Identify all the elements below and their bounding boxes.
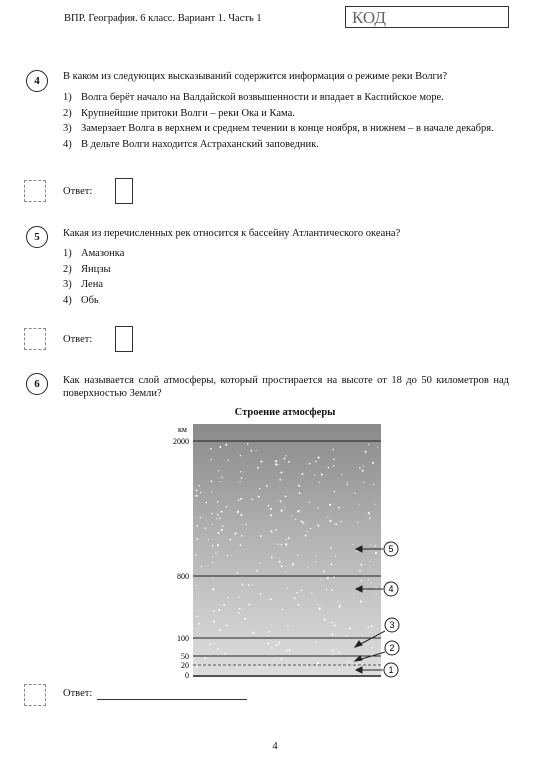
star-dot: [299, 652, 300, 653]
star-dot: [318, 457, 320, 459]
star-dot: [219, 517, 221, 519]
star-dot: [372, 647, 373, 648]
star-dot: [210, 448, 212, 450]
star-dot: [204, 657, 206, 659]
star-dot: [240, 514, 242, 516]
star-dot: [331, 589, 333, 591]
star-dot: [370, 544, 371, 545]
star-dot: [319, 605, 320, 606]
star-dot: [287, 588, 288, 589]
star-dot: [377, 447, 378, 448]
star-dot: [278, 642, 280, 644]
star-dot: [271, 647, 273, 649]
star-dot: [285, 571, 286, 572]
star-dot: [217, 544, 219, 546]
star-dot: [319, 482, 320, 483]
marker-label: 2: [389, 643, 395, 653]
star-dot: [360, 600, 362, 602]
star-dot: [347, 636, 348, 637]
star-dot: [298, 485, 300, 487]
star-dot: [223, 604, 225, 606]
star-dot: [298, 604, 300, 606]
marker-label: 4: [388, 584, 394, 594]
star-dot: [198, 624, 199, 625]
star-dot: [277, 544, 278, 545]
star-dot: [338, 507, 340, 509]
star-dot: [323, 570, 325, 572]
tick-label: 20: [181, 661, 189, 670]
star-dot: [198, 622, 200, 624]
star-dot: [241, 535, 243, 537]
star-dot: [211, 513, 213, 515]
star-dot: [317, 525, 319, 527]
star-dot: [238, 499, 239, 500]
star-dot: [286, 650, 288, 652]
atmosphere-background: [193, 424, 381, 677]
star-dot: [201, 566, 202, 567]
star-dot: [353, 544, 354, 545]
question-4-text: В каком из следующих высказываний содержится информация о режиме реки Волги?: [63, 71, 448, 82]
star-dot: [270, 530, 272, 532]
star-dot: [205, 527, 207, 529]
star-dot: [303, 522, 305, 524]
star-dot: [275, 529, 277, 531]
star-dot: [330, 563, 332, 565]
star-dot: [246, 524, 247, 525]
star-dot: [280, 472, 282, 474]
star-dot: [256, 450, 257, 451]
star-dot: [226, 506, 228, 508]
star-dot: [211, 491, 212, 492]
star-dot: [309, 501, 311, 503]
star-dot: [197, 616, 199, 618]
star-dot: [338, 606, 340, 608]
star-dot: [260, 593, 262, 595]
star-dot: [260, 461, 262, 463]
star-dot: [226, 625, 228, 627]
star-dot: [280, 500, 282, 502]
star-dot: [248, 604, 250, 606]
star-dot: [340, 521, 341, 522]
star-dot: [291, 515, 292, 516]
answer-label: Ответ:: [63, 186, 93, 197]
star-dot: [334, 523, 335, 524]
star-dot: [240, 498, 242, 500]
star-dot: [258, 496, 260, 498]
star-dot: [285, 496, 287, 498]
question-5-number: 5: [26, 226, 48, 248]
star-dot: [332, 654, 334, 656]
star-dot: [355, 493, 356, 494]
star-dot: [359, 504, 360, 505]
star-dot: [267, 642, 269, 644]
star-dot: [197, 538, 199, 540]
star-dot: [307, 567, 308, 568]
star-dot: [363, 482, 364, 483]
star-dot: [270, 598, 272, 600]
star-dot: [307, 531, 308, 532]
star-dot: [288, 649, 290, 651]
figure-title: Строение атмосферы: [234, 407, 336, 418]
star-dot: [359, 467, 360, 468]
star-dot: [299, 510, 300, 511]
star-dot: [368, 444, 369, 445]
star-dot: [327, 516, 328, 517]
tick-label: 2000: [173, 437, 189, 446]
star-dot: [200, 492, 201, 493]
star-dot: [341, 474, 342, 475]
star-dot: [349, 627, 351, 629]
star-dot: [259, 562, 260, 563]
star-dot: [219, 629, 221, 631]
option: 3) Лена: [63, 279, 103, 290]
star-dot: [256, 570, 258, 572]
star-dot: [283, 459, 284, 460]
star-dot: [196, 525, 198, 527]
option: 2) Крупнейшие притоки Волги – реки Ока и Кама.: [63, 107, 295, 119]
star-dot: [288, 537, 290, 539]
star-dot: [300, 520, 302, 522]
star-dot: [230, 539, 232, 541]
option: 3) Замерзает Волга в верхнем и среднем течении в конце ноября, в нижнем – в начале декабря.: [63, 123, 494, 134]
star-dot: [206, 502, 208, 504]
star-dot: [252, 632, 254, 634]
marker-label: 3: [389, 620, 395, 630]
star-dot: [309, 463, 310, 464]
tick-label: 100: [177, 634, 189, 643]
star-dot: [250, 450, 252, 452]
star-dot: [247, 443, 249, 445]
star-dot: [337, 601, 338, 602]
code-box[interactable]: КОД: [345, 6, 509, 28]
star-dot: [279, 641, 280, 642]
star-dot: [296, 592, 297, 593]
option: 4) В дельте Волги находится Астраханский заповедник.: [63, 139, 319, 150]
star-dot: [217, 514, 219, 516]
star-dot: [195, 554, 197, 556]
answer-label: Ответ:: [63, 688, 93, 699]
star-dot: [281, 658, 283, 660]
star-dot: [270, 514, 272, 516]
star-dot: [372, 462, 374, 464]
star-dot: [286, 539, 287, 540]
star-dot: [328, 467, 330, 469]
star-dot: [259, 488, 260, 489]
star-dot: [357, 522, 358, 523]
option: 1) Волга берёт начало на Валдайской возвышенности и впадает в Каспийское море.: [63, 92, 444, 103]
star-dot: [288, 461, 290, 463]
star-dot: [348, 661, 349, 662]
star-dot: [332, 633, 334, 635]
star-dot: [220, 481, 221, 482]
tick-label: 50: [181, 652, 189, 661]
star-dot: [242, 585, 243, 586]
star-dot: [196, 585, 197, 586]
star-dot: [238, 597, 239, 598]
star-dot: [284, 507, 285, 508]
star-dot: [319, 608, 321, 610]
star-dot: [227, 555, 229, 557]
star-dot: [287, 625, 289, 627]
star-dot: [215, 552, 217, 554]
star-dot: [329, 520, 331, 522]
star-dot: [275, 463, 277, 465]
star-dot: [270, 508, 272, 510]
star-dot: [367, 626, 369, 628]
star-dot: [324, 619, 326, 621]
question-6-text: Как называется слой атмосферы, который простирается на высоте от 18 до 50 километров над поверхностью Земли?: [63, 375, 509, 399]
star-dot: [310, 528, 311, 529]
star-dot: [332, 622, 334, 624]
star-dot: [221, 529, 223, 531]
question-6-number: 6: [26, 373, 48, 395]
star-dot: [327, 577, 329, 579]
star-dot: [217, 501, 219, 503]
star-dot: [241, 477, 243, 479]
star-dot: [252, 584, 253, 585]
star-dot: [222, 525, 223, 526]
star-dot: [329, 504, 331, 506]
star-dot: [224, 653, 226, 655]
star-dot: [258, 666, 260, 668]
star-dot: [292, 563, 294, 565]
star-dot: [199, 485, 200, 486]
star-dot: [375, 545, 376, 546]
star-dot: [240, 544, 242, 546]
star-dot: [281, 544, 282, 545]
star-dot: [239, 608, 241, 610]
star-dot: [346, 484, 347, 485]
star-dot: [301, 590, 303, 592]
star-dot: [248, 584, 250, 586]
star-dot: [212, 588, 214, 590]
star-dot: [271, 557, 273, 559]
star-dot: [295, 519, 296, 520]
star-dot: [374, 504, 375, 505]
star-dot: [316, 642, 317, 643]
star-dot: [196, 490, 198, 492]
star-dot: [211, 480, 213, 482]
star-dot: [227, 597, 228, 598]
star-dot: [212, 545, 213, 546]
star-dot: [370, 582, 371, 583]
star-dot: [315, 461, 317, 463]
star-dot: [214, 643, 215, 644]
star-dot: [360, 580, 361, 581]
star-dot: [347, 482, 348, 483]
star-dot: [217, 648, 219, 650]
star-dot: [212, 524, 213, 525]
star-dot: [373, 484, 374, 485]
star-dot: [311, 593, 312, 594]
star-dot: [334, 625, 336, 627]
star-dot: [317, 662, 319, 664]
star-dot: [314, 474, 315, 475]
star-dot: [317, 604, 318, 605]
star-dot: [200, 517, 201, 518]
star-dot: [257, 467, 259, 469]
marker-label: 5: [388, 544, 394, 554]
star-dot: [208, 539, 209, 540]
score-box: [24, 684, 46, 706]
star-dot: [369, 517, 371, 519]
star-dot: [324, 667, 325, 668]
star-dot: [362, 470, 364, 472]
star-dot: [225, 444, 227, 446]
answer-line-input[interactable]: [97, 698, 247, 700]
star-dot: [213, 578, 214, 579]
star-dot: [302, 473, 304, 475]
star-dot: [238, 612, 239, 613]
option: 4) Обь: [63, 294, 99, 306]
star-dot: [335, 556, 336, 557]
tick-label: 800: [177, 572, 189, 581]
star-dot: [212, 556, 213, 557]
star-dot: [260, 535, 262, 537]
star-dot: [279, 561, 281, 563]
star-dot: [222, 477, 223, 478]
question-4-number: 4: [26, 70, 48, 92]
star-dot: [234, 533, 236, 535]
star-dot: [297, 510, 299, 512]
star-dot: [251, 498, 253, 500]
star-dot: [332, 650, 334, 652]
star-dot: [333, 458, 334, 459]
star-dot: [368, 512, 370, 514]
unit-label: км: [178, 425, 187, 434]
star-dot: [282, 609, 283, 610]
star-dot: [356, 551, 357, 552]
star-dot: [361, 564, 362, 565]
star-dot: [219, 446, 221, 448]
star-dot: [213, 621, 215, 623]
star-dot: [297, 554, 298, 555]
star-dot: [330, 547, 332, 549]
star-dot: [269, 631, 271, 633]
star-dot: [320, 579, 321, 580]
star-dot: [240, 471, 241, 472]
star-dot: [294, 597, 296, 599]
star-dot: [213, 610, 214, 611]
star-dot: [286, 544, 288, 546]
star-dot: [209, 644, 211, 646]
star-dot: [368, 579, 369, 580]
answer-label: Ответ:: [63, 334, 93, 345]
star-dot: [216, 518, 217, 519]
star-dot: [240, 481, 241, 482]
star-dot: [196, 495, 198, 497]
star-dot: [237, 512, 238, 513]
star-dot: [334, 491, 335, 492]
star-dot: [244, 618, 246, 620]
star-dot: [318, 507, 319, 508]
star-dot: [359, 570, 361, 572]
page-number: 4: [272, 741, 278, 752]
option: 1) Амазонка: [63, 248, 125, 259]
star-dot: [196, 666, 198, 668]
star-dot: [376, 594, 377, 595]
star-dot: [240, 455, 241, 456]
option: 2) Янцзы: [63, 263, 111, 275]
star-dot: [323, 618, 324, 619]
star-dot: [281, 565, 283, 567]
star-dot: [218, 609, 220, 611]
star-dot: [236, 572, 238, 574]
star-dot: [339, 669, 340, 670]
star-dot: [316, 555, 317, 556]
tick-label: 0: [185, 671, 189, 680]
star-dot: [276, 644, 278, 646]
star-dot: [210, 459, 211, 460]
star-dot: [365, 451, 367, 453]
star-dot: [371, 625, 373, 627]
star-dot: [268, 505, 270, 507]
star-dot: [370, 561, 371, 562]
page-header: ВПР. География. 6 класс. Вариант 1. Часть 1: [64, 13, 262, 24]
star-dot: [299, 492, 301, 494]
star-dot: [363, 465, 364, 466]
star-dot: [333, 465, 334, 466]
question-5-text: Какая из перечисленных рек относится к бассейну Атлантического океана?: [63, 228, 401, 239]
star-dot: [266, 485, 268, 487]
star-dot: [326, 589, 327, 590]
star-dot: [285, 455, 286, 456]
star-dot: [333, 449, 334, 450]
star-dot: [321, 473, 323, 475]
star-dot: [277, 464, 278, 465]
star-dot: [236, 532, 237, 533]
star-dot: [305, 535, 307, 537]
star-dot: [375, 552, 377, 554]
star-dot: [275, 460, 277, 462]
star-dot: [279, 479, 281, 481]
star-dot: [218, 532, 220, 534]
star-dot: [268, 635, 269, 636]
star-dot: [228, 460, 229, 461]
star-dot: [281, 510, 283, 512]
star-dot: [221, 511, 223, 513]
star-dot: [212, 562, 213, 563]
marker-label: 1: [388, 665, 394, 675]
star-dot: [354, 593, 355, 594]
star-dot: [218, 470, 219, 471]
star-dot: [315, 561, 316, 562]
star-dot: [338, 652, 340, 654]
star-dot: [336, 523, 337, 524]
